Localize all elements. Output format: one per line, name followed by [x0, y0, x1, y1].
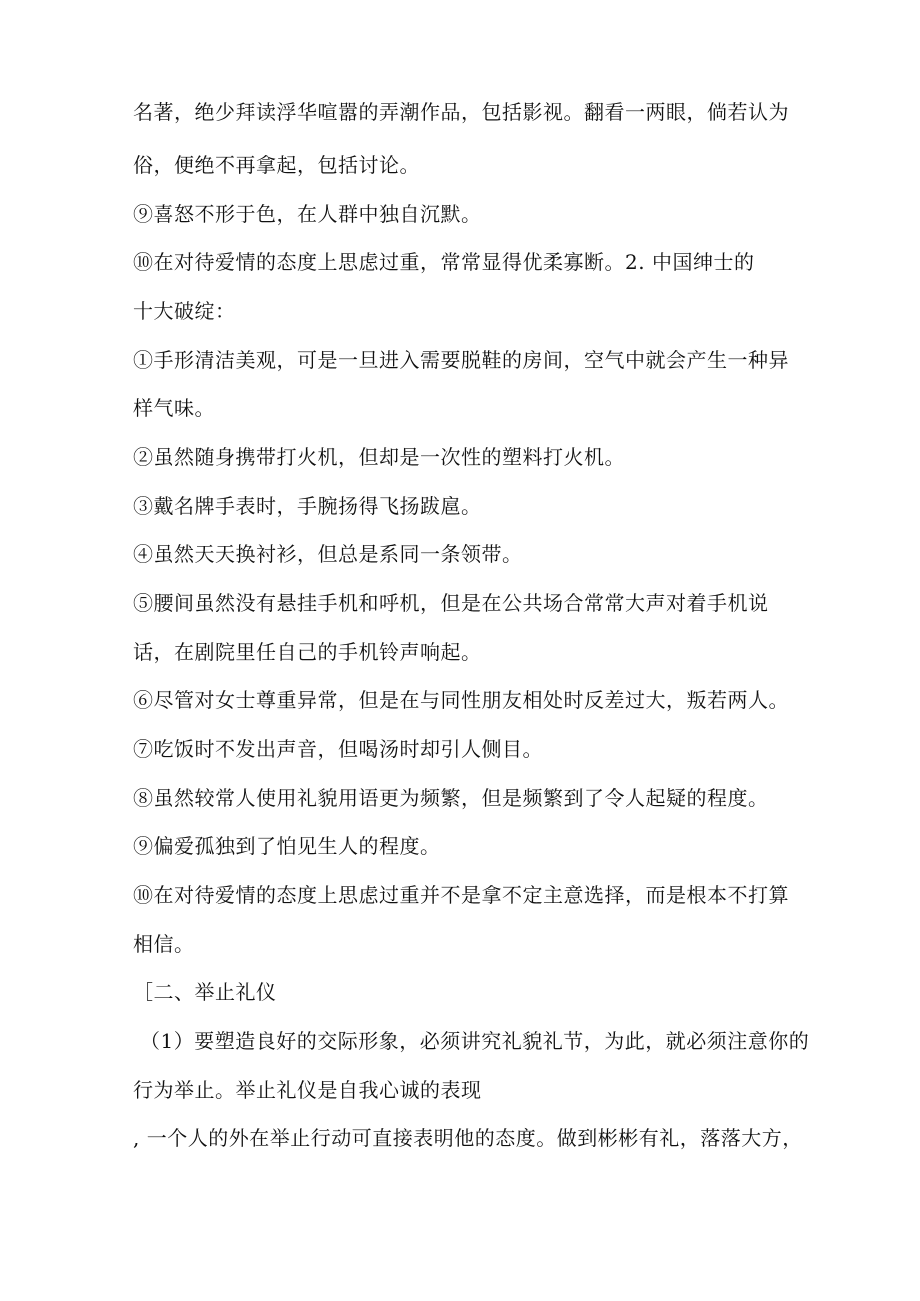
text-line: 俗，便绝不再拿起，包括讨论。: [133, 153, 420, 177]
text-line: 行为举止。举止礼仪是自我心诚的表现: [133, 1078, 482, 1102]
section-heading: ［二、举止礼仪: [133, 980, 277, 1004]
text-line: ④虽然天天换衬衫，但总是系同一条领带。: [133, 542, 523, 566]
text-line: ⑨偏爱孤独到了怕见生人的程度。: [133, 834, 441, 858]
text-line: ⑦吃饭时不发出声音，但喝汤时却引人侧目。: [133, 737, 543, 761]
text-line: 十大破绽：: [133, 299, 236, 323]
text-line: ⑤腰间虽然没有悬挂手机和呼机，但是在公共场合常常大声对着手机说: [133, 591, 769, 615]
text-line: ⑩在对待爱情的态度上思虑过重并不是拿不定主意选择，而是根本不打算: [133, 883, 789, 907]
text-line: ③戴名牌手表时，手腕扬得飞扬跋扈。: [133, 494, 482, 518]
text-line: 名著，绝少拜读浮华喧嚣的弄潮作品，包括影视。翻看一两眼，倘若认为: [133, 100, 789, 124]
text-line: ②虽然随身携带打火机，但却是一次性的塑料打火机。: [133, 445, 625, 469]
text-line: ①手形清洁美观，可是一旦进入需要脱鞋的房间，空气中就会产生一种异: [133, 348, 789, 372]
text-line: （1）要塑造良好的交际形象，必须讲究礼貌礼节，为此，就必须注意你的: [140, 1029, 810, 1053]
text-line: ⑩在对待爱情的态度上思虑过重，常常显得优柔寡断。2. 中国绅士的: [133, 250, 755, 274]
text-line: 相信。: [133, 932, 195, 956]
text-line: 样气味。: [133, 396, 215, 420]
text-line: ⑥尽管对女士尊重异常，但是在与同性朋友相处时反差过大，叛若两人。: [133, 688, 789, 712]
text-line: , 一个人的外在举止行动可直接表明他的态度。做到彬彬有礼，落落大方，: [133, 1126, 803, 1150]
text-line: 话，在剧院里任自己的手机铃声响起。: [133, 640, 482, 664]
text-line: ⑨喜怒不形于色，在人群中独自沉默。: [133, 202, 482, 226]
text-line: ⑧虽然较常人使用礼貌用语更为频繁，但是频繁到了令人起疑的程度。: [133, 786, 769, 810]
